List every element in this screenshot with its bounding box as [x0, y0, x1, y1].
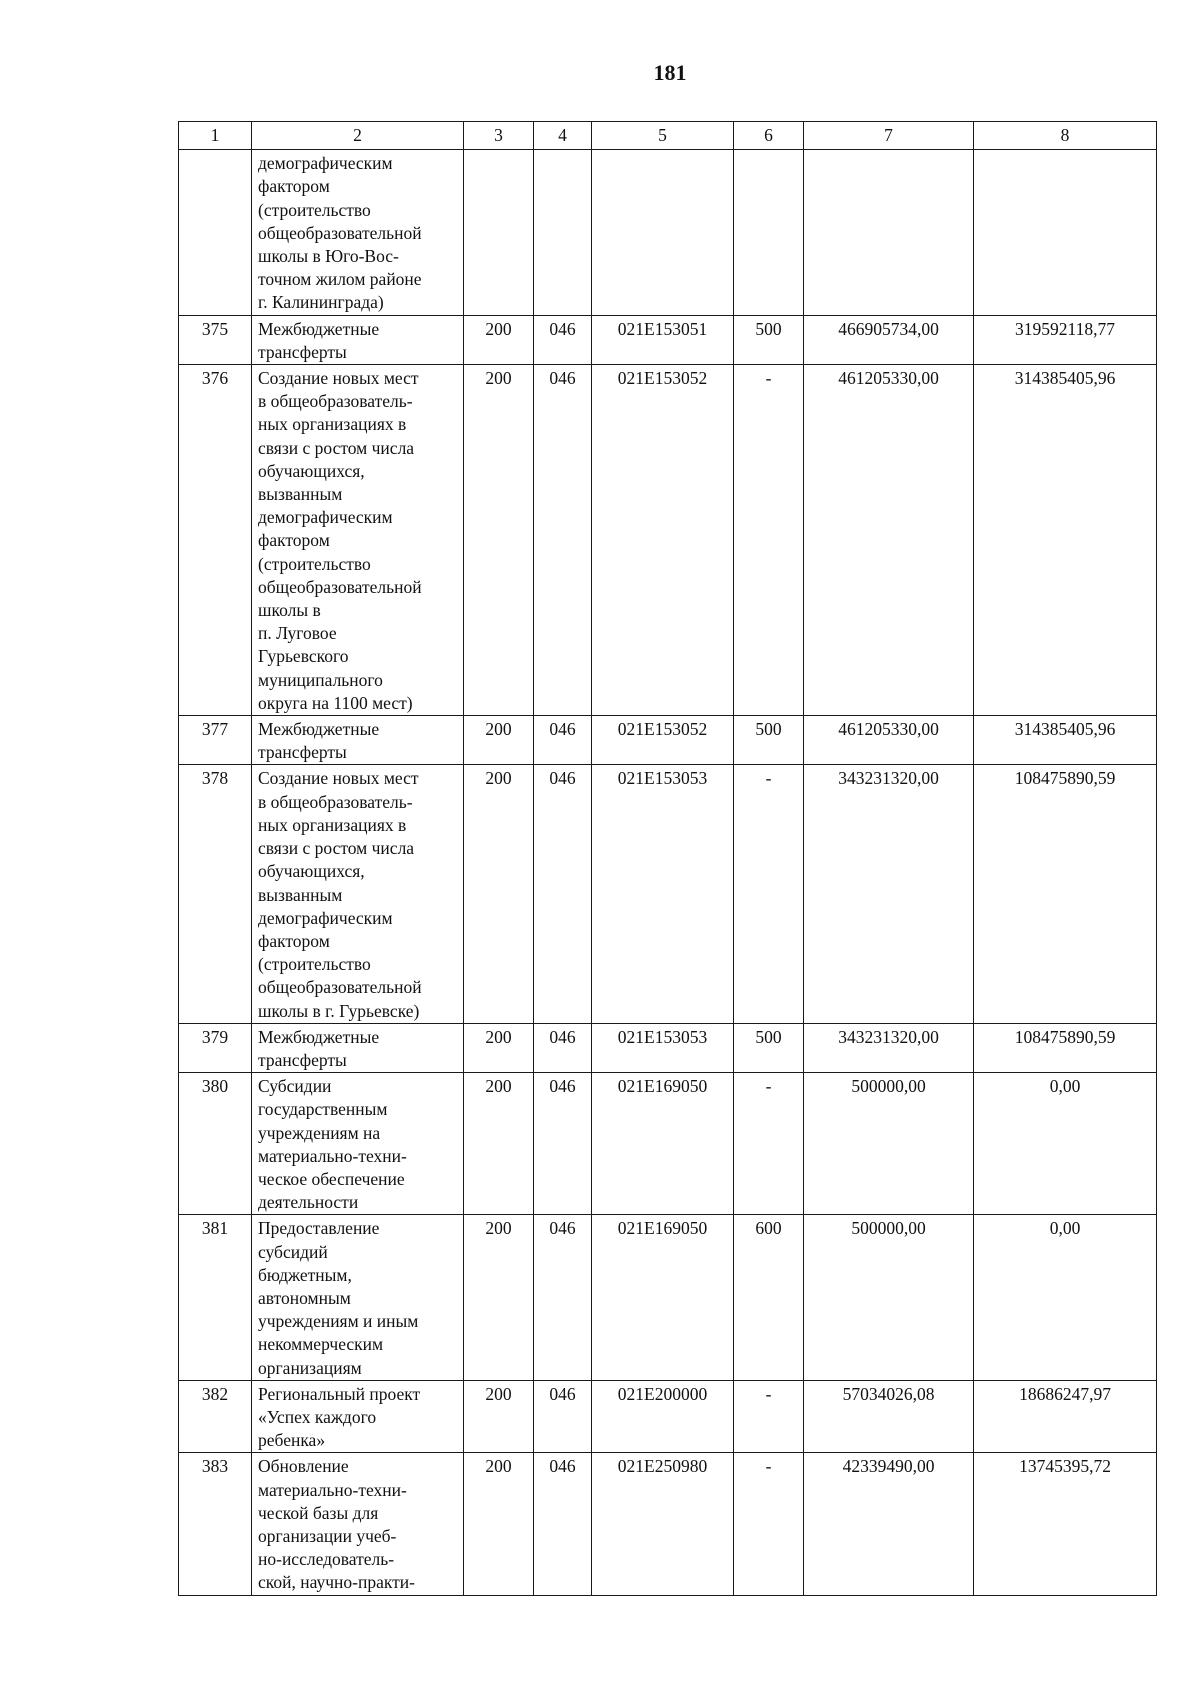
table-row	[179, 365, 1157, 716]
row-col7: 343231320,00	[804, 1023, 974, 1072]
table-row	[179, 1453, 1157, 1595]
row-col4: 046	[534, 1215, 592, 1380]
row-col5: 021E153053	[592, 1023, 734, 1072]
row-col4: 046	[534, 315, 592, 364]
row-col6: -	[734, 365, 804, 716]
row-col7: 500000,00	[804, 1073, 974, 1215]
row-col5: 021E153052	[592, 716, 734, 765]
row-col5: 021E250980	[592, 1453, 734, 1595]
column-header: 5	[592, 122, 734, 150]
row-col6	[734, 150, 804, 315]
row-name: демографическим фактором (строительство общеобразовательной школы в Юго-Вос- точном жилом районе г. Калининграда)	[252, 150, 464, 315]
row-col6: -	[734, 1073, 804, 1215]
row-col7: 343231320,00	[804, 765, 974, 1023]
row-name: Межбюджетные трансферты	[252, 1023, 464, 1072]
column-header: 6	[734, 122, 804, 150]
row-col3: 200	[464, 365, 534, 716]
row-col3: 200	[464, 765, 534, 1023]
row-col5: 021E153051	[592, 315, 734, 364]
row-col6: 600	[734, 1215, 804, 1380]
row-col7: 500000,00	[804, 1215, 974, 1380]
row-col5: 021E169050	[592, 1215, 734, 1380]
row-name: Субсидии государственным учреждениям на материально-техни- ческое обеспечение деятельности	[252, 1073, 464, 1215]
table-row	[179, 765, 1157, 1023]
row-col4: 046	[534, 1073, 592, 1215]
row-col8: 13745395,72	[974, 1453, 1157, 1595]
row-col4: 046	[534, 765, 592, 1023]
row-col3	[464, 150, 534, 315]
row-col4: 046	[534, 1023, 592, 1072]
table-row	[179, 315, 1157, 364]
row-col5: 021E153053	[592, 765, 734, 1023]
row-col4: 046	[534, 1380, 592, 1453]
row-col4: 046	[534, 365, 592, 716]
header-row	[179, 122, 1157, 150]
table-body	[179, 150, 1157, 1595]
row-col8	[974, 150, 1157, 315]
row-col3: 200	[464, 1215, 534, 1380]
column-header: 7	[804, 122, 974, 150]
row-col7: 466905734,00	[804, 315, 974, 364]
row-col7	[804, 150, 974, 315]
row-col7: 42339490,00	[804, 1453, 974, 1595]
row-col6: 500	[734, 315, 804, 364]
row-col5: 021E200000	[592, 1380, 734, 1453]
row-name: Межбюджетные трансферты	[252, 315, 464, 364]
table-row	[179, 716, 1157, 765]
row-col4: 046	[534, 1453, 592, 1595]
column-header: 2	[252, 122, 464, 150]
row-col6: 500	[734, 1023, 804, 1072]
table-row	[179, 1073, 1157, 1215]
row-col8: 18686247,97	[974, 1380, 1157, 1453]
row-col8: 319592118,77	[974, 315, 1157, 364]
row-number	[179, 150, 252, 315]
row-col5: 021E169050	[592, 1073, 734, 1215]
row-number: 379	[179, 1023, 252, 1072]
row-col6: -	[734, 1380, 804, 1453]
row-col3: 200	[464, 1073, 534, 1215]
row-name: Создание новых мест в общеобразователь- ных организациях в связи с ростом числа обучающихся, вызванным демографическим фактором (строительство общеобразовательной школы в г. Гурьевске)	[252, 765, 464, 1023]
row-number: 382	[179, 1380, 252, 1453]
row-col7: 461205330,00	[804, 365, 974, 716]
row-col3: 200	[464, 1380, 534, 1453]
table-row	[179, 1380, 1157, 1453]
row-col6: -	[734, 765, 804, 1023]
row-col5	[592, 150, 734, 315]
table-row	[179, 1215, 1157, 1380]
row-col6: -	[734, 1453, 804, 1595]
table-row	[179, 1023, 1157, 1072]
row-col5: 021E153052	[592, 365, 734, 716]
column-header: 4	[534, 122, 592, 150]
budget-table	[178, 121, 1157, 1596]
row-col8: 0,00	[974, 1215, 1157, 1380]
row-col8: 314385405,96	[974, 716, 1157, 765]
table-header	[179, 122, 1157, 150]
row-name: Предоставление субсидий бюджетным, автономным учреждениям и иным некоммерческим организациям	[252, 1215, 464, 1380]
row-col8: 108475890,59	[974, 765, 1157, 1023]
row-number: 380	[179, 1073, 252, 1215]
row-col3: 200	[464, 716, 534, 765]
row-col3: 200	[464, 1023, 534, 1072]
row-name: Региональный проект «Успех каждого ребенка»	[252, 1380, 464, 1453]
column-header: 1	[179, 122, 252, 150]
row-col7: 461205330,00	[804, 716, 974, 765]
row-col8: 0,00	[974, 1073, 1157, 1215]
row-name: Создание новых мест в общеобразователь- ных организациях в связи с ростом числа обучающихся, вызванным демографическим фактором (строительство общеобразовательной школы в п. Луговое Гурьевского муниципального округа на 1100 мест)	[252, 365, 464, 716]
row-col3: 200	[464, 315, 534, 364]
row-name: Обновление материально-техни- ческой базы для организации учеб- но-исследователь- ской, научно-практи-	[252, 1453, 464, 1595]
row-number: 376	[179, 365, 252, 716]
row-col3: 200	[464, 1453, 534, 1595]
row-number: 383	[179, 1453, 252, 1595]
row-number: 377	[179, 716, 252, 765]
row-number: 378	[179, 765, 252, 1023]
row-col6: 500	[734, 716, 804, 765]
row-name: Межбюджетные трансферты	[252, 716, 464, 765]
row-number: 381	[179, 1215, 252, 1380]
row-col7: 57034026,08	[804, 1380, 974, 1453]
row-col4: 046	[534, 716, 592, 765]
row-col8: 108475890,59	[974, 1023, 1157, 1072]
table-row	[179, 150, 1157, 315]
row-col8: 314385405,96	[974, 365, 1157, 716]
column-header: 8	[974, 122, 1157, 150]
row-number: 375	[179, 315, 252, 364]
row-col4	[534, 150, 592, 315]
column-header: 3	[464, 122, 534, 150]
page-number: 181	[653, 60, 687, 85]
